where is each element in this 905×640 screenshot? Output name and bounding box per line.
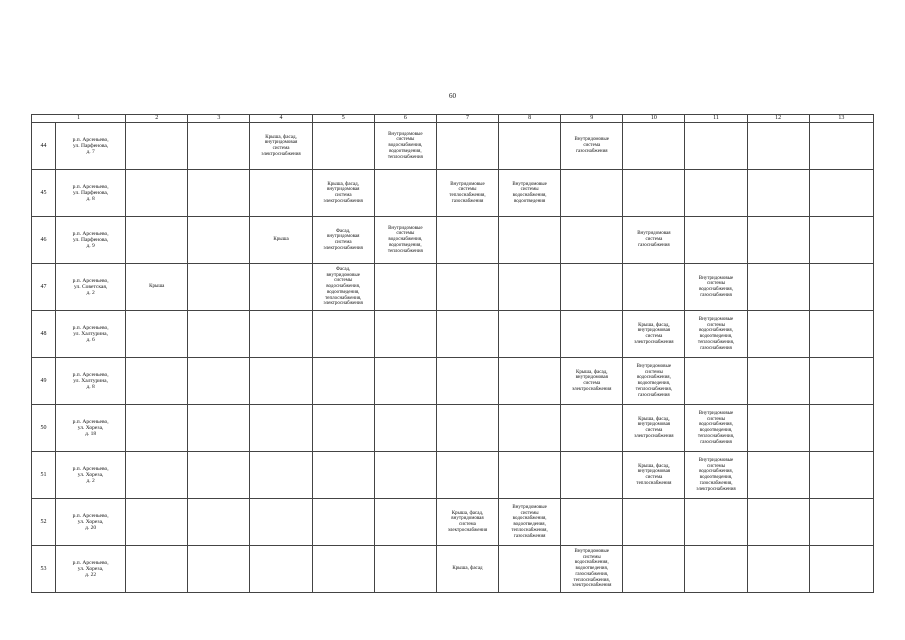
table-row xyxy=(32,264,874,311)
column-header: 9 xyxy=(561,115,623,123)
work-cell xyxy=(436,217,498,264)
row-number: 50 xyxy=(32,405,56,452)
work-cell xyxy=(561,217,623,264)
work-cell xyxy=(312,311,374,358)
work-cell: Внутридомовые системы водоснабжения, водоотведения, теплоснабжения, газоснабжения xyxy=(685,405,747,452)
row-number: 47 xyxy=(32,264,56,311)
work-cell xyxy=(126,499,188,546)
work-cell xyxy=(126,358,188,405)
table-row xyxy=(32,217,874,264)
work-cell xyxy=(747,123,809,170)
work-cell xyxy=(126,123,188,170)
address-cell: р.п. Арсеньево, ул. Парфенова, д. 7 xyxy=(56,123,126,170)
work-cell xyxy=(250,264,312,311)
work-cell xyxy=(685,546,747,593)
work-cell xyxy=(188,358,250,405)
work-cell xyxy=(436,358,498,405)
work-cell xyxy=(250,170,312,217)
work-cell xyxy=(685,358,747,405)
work-cell xyxy=(126,170,188,217)
table-row xyxy=(32,358,874,405)
work-cell xyxy=(561,405,623,452)
work-cell xyxy=(374,170,436,217)
work-cell xyxy=(747,358,809,405)
work-cell xyxy=(499,311,561,358)
work-cell xyxy=(747,264,809,311)
work-cell xyxy=(436,123,498,170)
work-cell: Внутридомовая система газоснабжения xyxy=(623,217,685,264)
work-cell xyxy=(126,546,188,593)
work-cell: Внутридомовые системы водоснабжения, водоотведения xyxy=(499,170,561,217)
work-cell: Внутридомовые системы водоснабжения, газоснабжения xyxy=(685,264,747,311)
work-cell xyxy=(809,546,873,593)
work-cell xyxy=(250,358,312,405)
work-cell: Крыша, фасад xyxy=(436,546,498,593)
work-cell xyxy=(747,405,809,452)
work-cell xyxy=(312,452,374,499)
work-cell xyxy=(623,264,685,311)
table-row xyxy=(32,123,874,170)
repair-schedule-table xyxy=(31,114,874,593)
work-cell xyxy=(312,123,374,170)
work-cell xyxy=(250,499,312,546)
work-cell xyxy=(809,405,873,452)
work-cell xyxy=(436,452,498,499)
work-cell xyxy=(747,452,809,499)
column-header: 4 xyxy=(250,115,312,123)
work-cell xyxy=(809,358,873,405)
work-cell xyxy=(809,264,873,311)
work-cell xyxy=(374,405,436,452)
column-header: 7 xyxy=(436,115,498,123)
table-row xyxy=(32,311,874,358)
column-header: 13 xyxy=(809,115,873,123)
work-cell xyxy=(188,499,250,546)
work-cell xyxy=(312,499,374,546)
address-cell: р.п. Арсеньево, ул. Советская, д. 2 xyxy=(56,264,126,311)
column-header: 1 xyxy=(32,115,126,123)
row-number: 48 xyxy=(32,311,56,358)
work-cell xyxy=(188,217,250,264)
table-row xyxy=(32,405,874,452)
work-cell xyxy=(188,311,250,358)
work-cell xyxy=(685,170,747,217)
work-cell xyxy=(126,217,188,264)
row-number: 46 xyxy=(32,217,56,264)
work-cell: Внутридомовые система газоснабжения xyxy=(561,123,623,170)
work-cell xyxy=(499,358,561,405)
work-cell xyxy=(623,546,685,593)
work-cell xyxy=(809,452,873,499)
row-number: 49 xyxy=(32,358,56,405)
work-cell: Внутридомовые системы водоснабжения, водоотведения, теплоснабжения xyxy=(374,123,436,170)
work-cell xyxy=(312,405,374,452)
column-header: 10 xyxy=(623,115,685,123)
work-cell xyxy=(126,311,188,358)
work-cell xyxy=(188,546,250,593)
header-row xyxy=(32,115,874,123)
work-cell: Внутридомовые системы водоснабжения, водоотведения, теплоснабжения, газоснабжения xyxy=(499,499,561,546)
work-cell xyxy=(623,499,685,546)
row-number: 45 xyxy=(32,170,56,217)
work-cell: Внутридомовые системы теплоснабжения, газоснабжения xyxy=(436,170,498,217)
work-cell xyxy=(312,546,374,593)
work-cell: Крыша, фасад, внутридомовая система электроснабжения xyxy=(312,170,374,217)
table-row xyxy=(32,452,874,499)
work-cell xyxy=(374,452,436,499)
work-cell xyxy=(374,499,436,546)
work-cell xyxy=(747,170,809,217)
work-cell: Внутридомовые системы водоснабжения, водоотведения, газоснабжения, электроснабжения xyxy=(685,452,747,499)
work-cell: Фасад, внутридомовая система электроснабжения xyxy=(312,217,374,264)
work-cell xyxy=(126,452,188,499)
row-number: 51 xyxy=(32,452,56,499)
row-number: 44 xyxy=(32,123,56,170)
work-cell xyxy=(561,264,623,311)
work-cell xyxy=(561,499,623,546)
work-cell xyxy=(188,405,250,452)
work-cell xyxy=(436,311,498,358)
work-cell: Крыша, фасад, внутридомовая система электроснабжения xyxy=(623,311,685,358)
work-cell xyxy=(499,264,561,311)
work-cell xyxy=(250,311,312,358)
work-cell xyxy=(499,123,561,170)
work-cell xyxy=(623,170,685,217)
work-cell: Внутридомовые системы водоснабжения, водоотведения, теплоснабжения xyxy=(374,217,436,264)
work-cell xyxy=(188,170,250,217)
table-row xyxy=(32,170,874,217)
work-cell: Крыша, фасад, внутридомовая система электроснабжения xyxy=(561,358,623,405)
work-cell xyxy=(809,170,873,217)
work-cell: Внутридомовые системы водоснабжения, водоотведения, теплоснабжения, газоснабжения xyxy=(623,358,685,405)
address-cell: р.п. Арсеньево, ул. Парфенова, д. 9 xyxy=(56,217,126,264)
work-cell: Крыша, фасад, внутридомовая система теплоснабжения xyxy=(623,452,685,499)
column-header: 8 xyxy=(499,115,561,123)
work-cell xyxy=(374,358,436,405)
work-cell xyxy=(374,546,436,593)
work-cell xyxy=(623,123,685,170)
address-cell: р.п. Арсеньево, ул. Халтурина, д. 8 xyxy=(56,358,126,405)
column-header: 6 xyxy=(374,115,436,123)
work-cell xyxy=(374,311,436,358)
row-number: 52 xyxy=(32,499,56,546)
work-cell xyxy=(499,546,561,593)
column-header: 11 xyxy=(685,115,747,123)
table-row xyxy=(32,499,874,546)
work-cell xyxy=(809,217,873,264)
work-cell xyxy=(312,358,374,405)
address-cell: р.п. Арсеньево, ул. Хореза, д. 20 xyxy=(56,499,126,546)
work-cell xyxy=(188,123,250,170)
column-header: 5 xyxy=(312,115,374,123)
work-cell xyxy=(188,452,250,499)
work-cell xyxy=(436,264,498,311)
work-cell xyxy=(809,123,873,170)
address-cell: р.п. Арсеньево, ул. Халтурина, д. 6 xyxy=(56,311,126,358)
address-cell: р.п. Арсеньево, ул. Хореза, д. 2 xyxy=(56,452,126,499)
work-cell: Крыша xyxy=(126,264,188,311)
work-cell xyxy=(250,546,312,593)
work-cell xyxy=(436,405,498,452)
row-number: 53 xyxy=(32,546,56,593)
work-cell xyxy=(747,499,809,546)
work-cell: Крыша, фасад, внутридомовая система электроснабжения xyxy=(250,123,312,170)
address-cell: р.п. Арсеньево, ул. Хореза, д. 18 xyxy=(56,405,126,452)
column-header: 3 xyxy=(188,115,250,123)
page-number: 60 xyxy=(449,92,456,100)
address-cell: р.п. Арсеньево, ул. Парфенова, д. 8 xyxy=(56,170,126,217)
work-cell: Внутридомовые системы водоснабжения, водоотведения, теплоснабжения, газоснабжения xyxy=(685,311,747,358)
work-cell xyxy=(747,546,809,593)
work-cell xyxy=(561,311,623,358)
work-cell xyxy=(561,452,623,499)
work-cell: Внутридомовые системы водоснабжения, водоотведения, газоснабжения, теплоснабжения, электроснабжения xyxy=(561,546,623,593)
work-cell xyxy=(499,217,561,264)
work-cell: Крыша, фасад, внутридомовая система электроснабжения xyxy=(436,499,498,546)
work-cell: Крыша xyxy=(250,217,312,264)
work-cell xyxy=(747,311,809,358)
work-cell xyxy=(250,405,312,452)
column-header: 12 xyxy=(747,115,809,123)
work-cell xyxy=(561,170,623,217)
work-cell: Фасад, внутридомовые системы водоснабжения, водоотведения, теплоснабжения, электроснабжения xyxy=(312,264,374,311)
work-cell xyxy=(499,452,561,499)
work-cell xyxy=(809,499,873,546)
work-cell xyxy=(188,264,250,311)
work-cell xyxy=(499,405,561,452)
work-cell xyxy=(250,452,312,499)
work-cell xyxy=(685,217,747,264)
table-row xyxy=(32,546,874,593)
work-cell: Крыша, фасад, внутридомовая система электроснабжения xyxy=(623,405,685,452)
work-cell xyxy=(685,123,747,170)
work-cell xyxy=(685,499,747,546)
work-cell xyxy=(126,405,188,452)
address-cell: р.п. Арсеньево, ул. Хореза, д. 22 xyxy=(56,546,126,593)
work-cell xyxy=(747,217,809,264)
column-header: 2 xyxy=(126,115,188,123)
work-cell xyxy=(809,311,873,358)
work-cell xyxy=(374,264,436,311)
